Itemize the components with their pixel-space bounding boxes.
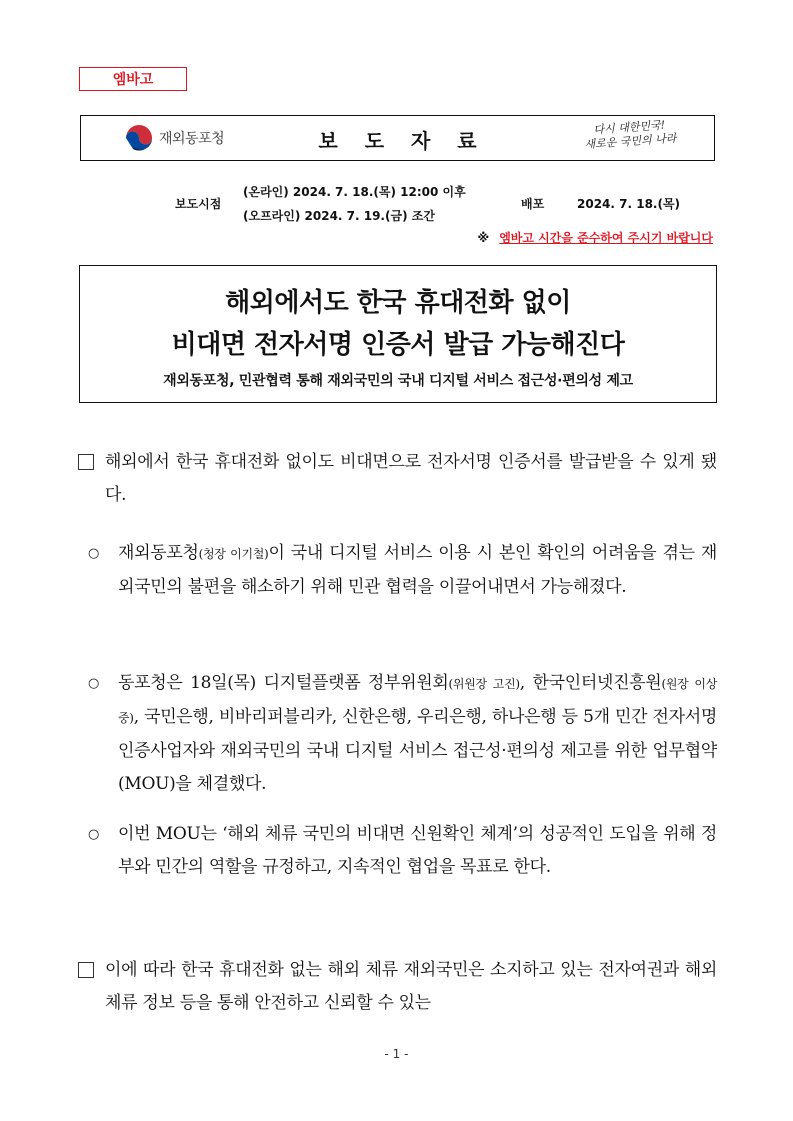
square-bullet-icon <box>78 454 94 470</box>
paragraph-text: 이번 MOU는 ‘해외 체류 국민의 비대면 신원확인 체계’의 성공적인 도입을 위해 정부와 민간의 역할을 규정하고, 지속적인 협업을 목표로 한다. <box>118 824 717 877</box>
headline-line1: 해외에서도 한국 휴대전화 없이 <box>225 288 571 318</box>
paragraph-parenthetical: (청장 이기철) <box>198 547 269 561</box>
press-release-header <box>80 115 715 161</box>
release-online-time: (온라인) 2024. 7. 18.(목) 12:00 이후 <box>243 185 466 199</box>
paragraph-text-part: 동포청은 18일(목) 디지털플랫폼 정부위원회 <box>118 673 449 693</box>
body-paragraph-3 <box>88 667 717 801</box>
circle-bullet-icon: ○ <box>88 676 100 691</box>
distribution-date: 2024. 7. 18.(목) <box>577 197 681 211</box>
paragraph-parenthetical: (원장 이상중) <box>118 677 717 725</box>
body-paragraph-4 <box>88 818 717 884</box>
distribution-label: 배포 <box>521 197 545 211</box>
circle-bullet-icon: ○ <box>88 827 100 842</box>
paragraph-parenthetical: (위원장 고진) <box>448 677 520 691</box>
embargo-notice <box>478 229 713 246</box>
paragraph-text: 이에 따라 한국 휴대전화 없는 해외 체류 재외국민은 소지하고 있는 전자여권과 해외 체류 정보 등을 통해 안전하고 신뢰할 수 있는 <box>105 960 717 1013</box>
headline-line2: 비대면 전자서명 인증서 발급 가능해진다 <box>171 330 625 360</box>
circle-bullet-icon: ○ <box>88 546 100 561</box>
paragraph-text-part: 이 국내 디지털 서비스 이용 시 본인 확인의 어려움을 겪는 재외국민의 불편을 해소하기 위해 민관 협력을 이끌어내면서 가능해졌다. <box>118 543 717 597</box>
headline-box <box>79 265 717 403</box>
document-type-title: 보 도 자 료 <box>318 129 487 153</box>
slogan-line1: 다시 대한민국! <box>593 118 666 137</box>
embargo-stamp: 엠바고 <box>79 67 187 91</box>
body-paragraph-1 <box>105 446 717 512</box>
square-bullet-icon <box>78 962 94 978</box>
paragraph-text-part: 재외동포청 <box>118 543 199 563</box>
ministry-name: 재외동포청 <box>159 131 225 147</box>
page-number: - 1 - <box>384 1047 409 1061</box>
release-offline-time: (오프라인) 2024. 7. 19.(금) 조간 <box>243 209 435 223</box>
release-time-label: 보도시점 <box>175 197 222 211</box>
slogan-line2: 새로운 국민의 나라 <box>584 131 677 152</box>
headline-subtitle: 재외동포청, 민관협력 통해 재외국민의 국내 디지털 서비스 접근성·편의성 제고 <box>163 373 633 389</box>
body-paragraph-2 <box>88 537 717 604</box>
body-paragraph-5 <box>105 954 717 1020</box>
paragraph-text-part: , 한국인터넷진흥원 <box>519 673 662 693</box>
embargo-notice-text: 엠바고 시간을 준수하여 주시기 바랍니다 <box>499 231 713 245</box>
paragraph-text: 해외에서 한국 휴대전화 없이도 비대면으로 전자서명 인증서를 발급받을 수 있게 됐다. <box>105 452 717 505</box>
paragraph-text-part: , 국민은행, 비바리퍼블리카, 신한은행, 우리은행, 하나은행 등 5개 민간 전자서명 인증사업자와 재외국민의 국내 디지털 서비스 접근성·편의성 제고를 위한 업무협약(MOU)을 체결했다. <box>118 707 717 794</box>
reference-mark: ※ <box>477 231 490 245</box>
